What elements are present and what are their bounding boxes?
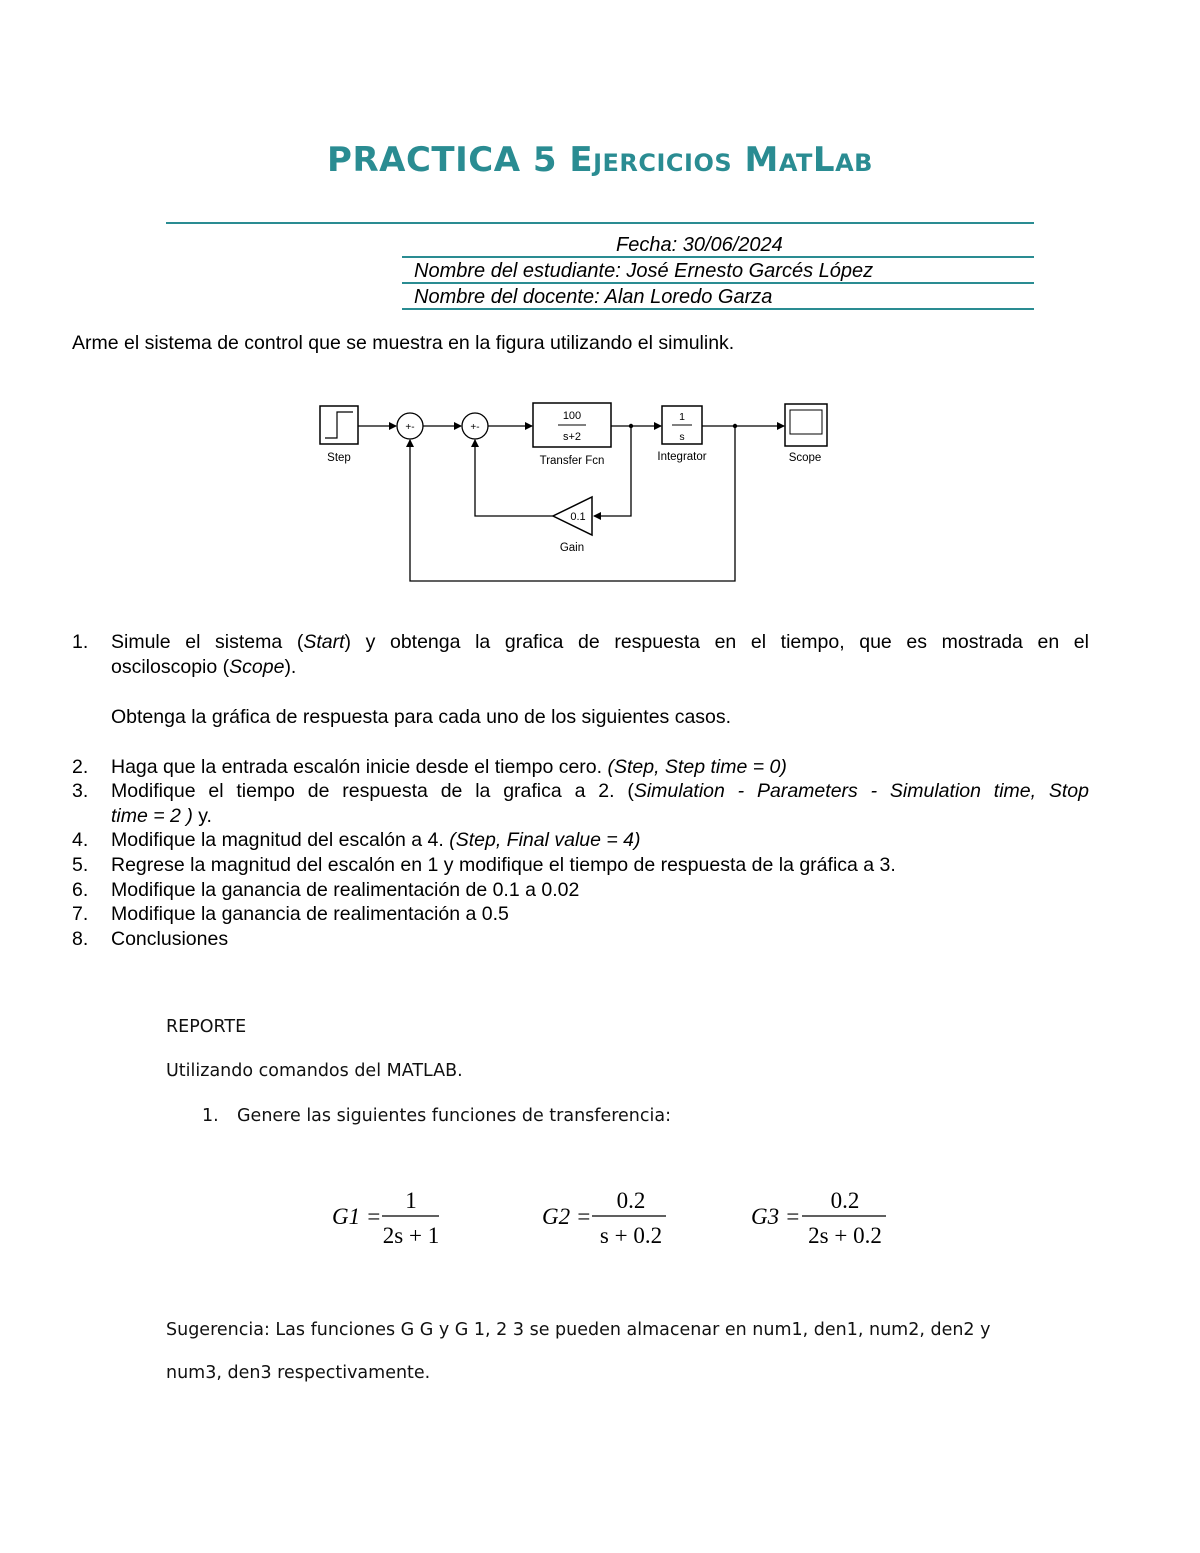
text-run: Simule el sistema ( xyxy=(111,631,304,653)
header-rule xyxy=(402,256,1034,258)
teacher-name-field: Nombre del docente: Alan Loredo Garza xyxy=(414,286,773,308)
step-block xyxy=(320,406,358,464)
list-item-4 xyxy=(111,829,641,852)
title-part: Ejercicios xyxy=(569,140,733,180)
tf-numerator: 100 xyxy=(562,410,582,422)
text-run: Modifique la magnitud del escalón a 4. xyxy=(111,829,450,851)
text-run: Modifique el tiempo de respuesta de la grafica a 2. ( xyxy=(111,780,634,802)
transfer-function-equations xyxy=(320,1180,900,1260)
intro-text: Arme el sistema de control que se muestra en la figura utilizando el simulink. xyxy=(72,332,735,354)
transfer-fcn-block xyxy=(533,403,611,467)
int-numerator: 1 xyxy=(679,411,685,423)
equation-g1 xyxy=(332,1188,439,1248)
int-denominator: s xyxy=(679,431,685,443)
list-item-7: Modifique la ganancia de realimentación a 0.5 xyxy=(111,903,509,925)
eq-numerator: 1 xyxy=(405,1188,417,1213)
eq-numerator: 0.2 xyxy=(830,1188,860,1213)
scope-label: Scope xyxy=(788,452,822,464)
sum-signs: +- xyxy=(405,422,415,433)
list-item-2 xyxy=(111,756,787,779)
eq-lhs: G3 = xyxy=(751,1204,801,1229)
list-item-5: Regrese la magnitud del escalón en 1 y modifique el tiempo de respuesta de la gráfica a 3. xyxy=(111,854,896,876)
list-item-1-cont xyxy=(111,656,296,679)
eq-lhs: G1 = xyxy=(332,1204,382,1229)
eq-lhs: G2 = xyxy=(542,1204,592,1229)
text-run: osciloscopio ( xyxy=(111,656,230,678)
student-name-field: Nombre del estudiante: José Ernesto Garcés López xyxy=(414,260,874,282)
sum-block-1 xyxy=(397,413,423,439)
list-number: 1. xyxy=(72,631,89,653)
equation-g2 xyxy=(542,1188,666,1248)
text-run: ). xyxy=(284,656,297,678)
list-item-3 xyxy=(111,780,1089,803)
text-run: Start xyxy=(303,631,345,653)
sum-block-2 xyxy=(462,413,488,439)
title-part: PRACTICA 5 xyxy=(327,140,557,180)
list-number: 4. xyxy=(72,829,89,851)
header-rule xyxy=(402,282,1034,284)
text-run: (Step, Step time = 0) xyxy=(607,756,787,778)
list-number: 7. xyxy=(72,903,89,925)
tf-denominator: s+2 xyxy=(562,431,582,443)
list-number: 2. xyxy=(72,756,89,778)
sugerencia-text: Sugerencia: Las funciones G G y G 1, 2 3 se pueden almacenar en num1, den1, num2, den2 y xyxy=(166,1320,991,1340)
sugerencia-text-cont: num3, den3 respectivamente. xyxy=(166,1363,431,1383)
obtenga-text: Obtenga la gráfica de respuesta para cada uno de los siguientes casos. xyxy=(111,706,732,728)
reporte-heading: REPORTE xyxy=(166,1017,247,1037)
list-number: 1. xyxy=(202,1106,219,1126)
branch-point xyxy=(629,424,633,428)
fecha-field: Fecha: 30/06/2024 xyxy=(616,234,783,256)
list-item-3-cont xyxy=(111,805,212,828)
list-number: 5. xyxy=(72,854,89,876)
list-item-8: Conclusiones xyxy=(111,928,229,950)
step-label: Step xyxy=(327,452,351,464)
gain-value: 0.1 xyxy=(570,511,586,523)
eq-denominator: 2s + 0.2 xyxy=(808,1223,882,1248)
page-title xyxy=(0,140,1200,180)
text-run: time = 2 ) xyxy=(111,805,193,827)
branch-point xyxy=(733,424,737,428)
text-run: y. xyxy=(192,805,212,827)
reporte-item: Genere las siguientes funciones de transferencia: xyxy=(237,1106,671,1126)
sum-signs: +- xyxy=(470,422,480,433)
text-run: ) y obtenga la grafica de respuesta en el tiempo, que es mostrada en el xyxy=(344,631,1089,653)
equation-g3 xyxy=(751,1188,886,1248)
signal-lines xyxy=(358,426,784,581)
list-number: 3. xyxy=(72,780,89,802)
simulink-block-diagram xyxy=(300,390,860,590)
int-label: Integrator xyxy=(657,451,707,463)
eq-numerator: 0.2 xyxy=(616,1188,646,1213)
tf-label: Transfer Fcn xyxy=(539,455,605,467)
list-number: 8. xyxy=(72,928,89,950)
list-item-1 xyxy=(111,631,1089,654)
eq-denominator: s + 0.2 xyxy=(599,1223,663,1248)
list-number: 6. xyxy=(72,879,89,901)
text-run: Simulation - Parameters - Simulation time, Stop xyxy=(633,780,1089,802)
list-item-6: Modifique la ganancia de realimentación de 0.1 a 0.02 xyxy=(111,879,580,901)
text-run: Haga que la entrada escalón inicie desde el tiempo cero. xyxy=(111,756,608,778)
gain-block xyxy=(553,497,592,554)
title-part: MatLab xyxy=(744,140,873,180)
reporte-line: Utilizando comandos del MATLAB. xyxy=(166,1061,463,1081)
title-rule xyxy=(166,222,1034,224)
header-rule xyxy=(402,308,1034,310)
text-run: (Step, Final value = 4) xyxy=(449,829,641,851)
integrator-block xyxy=(657,406,706,463)
gain-label: Gain xyxy=(559,542,585,554)
eq-denominator: 2s + 1 xyxy=(382,1223,440,1248)
scope-block xyxy=(785,404,827,464)
text-run: Scope xyxy=(229,656,285,678)
